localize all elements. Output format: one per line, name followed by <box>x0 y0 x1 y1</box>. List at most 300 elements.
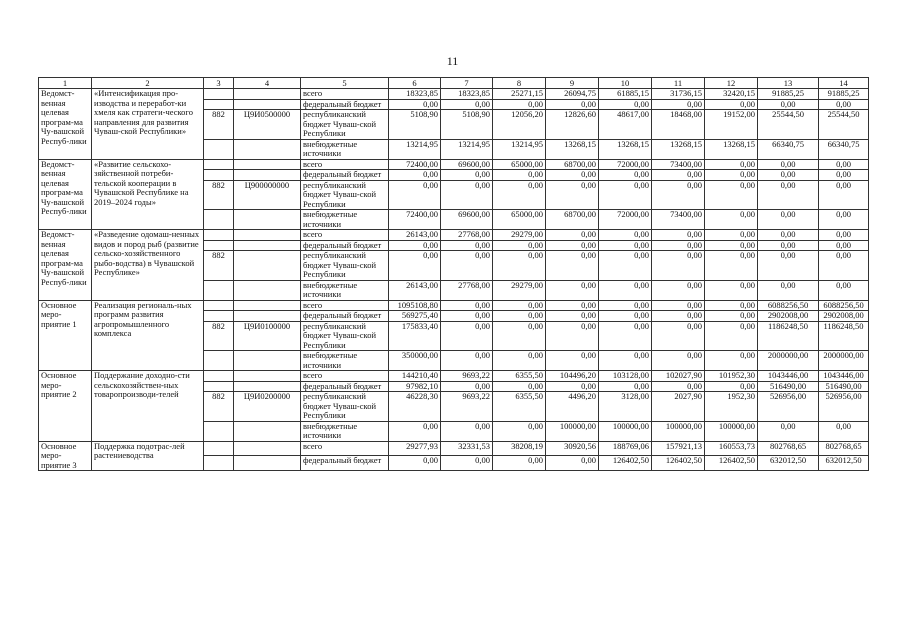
page-number: 11 <box>446 54 459 68</box>
amount-cell: 0,00 <box>441 300 493 311</box>
budget-class-code-cell <box>234 351 301 371</box>
funding-source-cell: федеральный бюджет <box>301 170 389 181</box>
amount-cell: 1952,30 <box>705 392 758 422</box>
column-number: 8 <box>493 78 546 89</box>
amount-cell: 31736,15 <box>652 89 705 100</box>
table-row <box>39 300 869 311</box>
amount-cell: 0,00 <box>441 381 493 392</box>
amount-cell: 0,00 <box>546 300 599 311</box>
amount-cell: 802768,65 <box>758 441 819 456</box>
amount-cell: 516490,00 <box>758 381 819 392</box>
amount-cell: 0,00 <box>493 180 546 210</box>
budget-table <box>38 77 869 471</box>
amount-cell: 0,00 <box>705 240 758 251</box>
amount-cell: 0,00 <box>758 251 819 281</box>
amount-cell: 0,00 <box>819 280 869 300</box>
budget-class-code-cell <box>234 170 301 181</box>
amount-cell: 25544,50 <box>758 110 819 140</box>
amount-cell: 0,00 <box>441 251 493 281</box>
amount-cell: 0,00 <box>546 311 599 322</box>
funding-source-cell: всего <box>301 441 389 456</box>
amount-cell: 0,00 <box>705 170 758 181</box>
grbs-code-cell <box>204 210 234 230</box>
amount-cell: 526956,00 <box>758 392 819 422</box>
amount-cell: 0,00 <box>599 280 652 300</box>
amount-cell: 100000,00 <box>546 421 599 441</box>
program-status-cell: Основное меро-приятие 2 <box>39 371 92 442</box>
program-status-cell: Основное меро-приятие 3 <box>39 441 92 471</box>
amount-cell: 0,00 <box>389 99 441 110</box>
amount-cell: 0,00 <box>758 180 819 210</box>
amount-cell: 0,00 <box>819 230 869 241</box>
column-number: 3 <box>204 78 234 89</box>
amount-cell: 0,00 <box>546 230 599 241</box>
amount-cell: 12056,20 <box>493 110 546 140</box>
amount-cell: 19152,00 <box>705 110 758 140</box>
amount-cell: 4496,20 <box>546 392 599 422</box>
amount-cell: 0,00 <box>493 456 546 471</box>
amount-cell: 126402,50 <box>599 456 652 471</box>
amount-cell: 0,00 <box>758 421 819 441</box>
amount-cell: 26143,00 <box>389 280 441 300</box>
funding-source-cell: внебюджетные источники <box>301 280 389 300</box>
amount-cell: 0,00 <box>705 99 758 110</box>
amount-cell: 0,00 <box>705 321 758 351</box>
funding-source-cell: всего <box>301 371 389 382</box>
amount-cell: 1043446,00 <box>819 371 869 382</box>
amount-cell: 175833,40 <box>389 321 441 351</box>
amount-cell: 0,00 <box>599 300 652 311</box>
amount-cell: 61885,15 <box>599 89 652 100</box>
amount-cell: 0,00 <box>493 240 546 251</box>
program-name-cell: «Интенсификация про-изводства и переработ-ки хмеля как стратеги-ческого направления для развития Чуваш-ской Республики» <box>92 89 204 160</box>
funding-source-cell: федеральный бюджет <box>301 311 389 322</box>
amount-cell: 6355,50 <box>493 371 546 382</box>
budget-class-code-cell <box>234 280 301 300</box>
amount-cell: 0,00 <box>546 351 599 371</box>
amount-cell: 5108,90 <box>441 110 493 140</box>
amount-cell: 73400,00 <box>652 210 705 230</box>
amount-cell: 0,00 <box>599 170 652 181</box>
amount-cell: 1043446,00 <box>758 371 819 382</box>
amount-cell: 27768,00 <box>441 280 493 300</box>
amount-cell: 144210,40 <box>389 371 441 382</box>
amount-cell: 126402,50 <box>652 456 705 471</box>
grbs-code-cell: 882 <box>204 392 234 422</box>
amount-cell: 29279,00 <box>493 280 546 300</box>
amount-cell: 0,00 <box>705 230 758 241</box>
amount-cell: 13268,15 <box>546 139 599 159</box>
amount-cell: 0,00 <box>652 240 705 251</box>
header-row <box>39 78 869 89</box>
budget-class-code-cell <box>234 311 301 322</box>
amount-cell: 0,00 <box>599 251 652 281</box>
table-row <box>39 230 869 241</box>
amount-cell: 2027,90 <box>652 392 705 422</box>
grbs-code-cell <box>204 240 234 251</box>
amount-cell: 0,00 <box>546 180 599 210</box>
amount-cell: 6088256,50 <box>758 300 819 311</box>
amount-cell: 0,00 <box>758 240 819 251</box>
grbs-code-cell <box>204 311 234 322</box>
program-status-cell: Ведомст-венная целевая програм-ма Чу-вашской Респуб-лики <box>39 159 92 230</box>
amount-cell: 0,00 <box>819 421 869 441</box>
amount-cell: 0,00 <box>493 421 546 441</box>
program-name-cell: «Разведение одомаш-ненных видов и пород рыб (развитие сельско-хозяйственного рыбо-водства) в Чувашской Республике» <box>92 230 204 301</box>
budget-class-code-cell <box>234 421 301 441</box>
amount-cell: 0,00 <box>705 300 758 311</box>
amount-cell: 0,00 <box>441 321 493 351</box>
amount-cell: 0,00 <box>599 351 652 371</box>
amount-cell: 0,00 <box>652 230 705 241</box>
funding-source-cell: внебюджетные источники <box>301 421 389 441</box>
amount-cell: 0,00 <box>705 159 758 170</box>
table-row <box>39 371 869 382</box>
grbs-code-cell <box>204 441 234 456</box>
funding-source-cell: республиканский бюджет Чуваш-ской Республики <box>301 392 389 422</box>
program-name-cell: Поддержание доходно-сти сельскохозяйствен-ных товаропроизводи-телей <box>92 371 204 442</box>
amount-cell: 18323,85 <box>441 89 493 100</box>
amount-cell: 526956,00 <box>819 392 869 422</box>
amount-cell: 1186248,50 <box>758 321 819 351</box>
amount-cell: 0,00 <box>389 180 441 210</box>
amount-cell: 18468,00 <box>652 110 705 140</box>
amount-cell: 100000,00 <box>599 421 652 441</box>
column-number: 11 <box>652 78 705 89</box>
amount-cell: 1095108,80 <box>389 300 441 311</box>
column-number: 9 <box>546 78 599 89</box>
amount-cell: 126402,50 <box>705 456 758 471</box>
budget-class-code-cell <box>234 300 301 311</box>
funding-source-cell: республиканский бюджет Чуваш-ской Республики <box>301 321 389 351</box>
amount-cell: 0,00 <box>705 351 758 371</box>
amount-cell: 516490,00 <box>819 381 869 392</box>
amount-cell: 6355,50 <box>493 392 546 422</box>
amount-cell: 0,00 <box>441 180 493 210</box>
amount-cell: 0,00 <box>546 251 599 281</box>
amount-cell: 0,00 <box>819 210 869 230</box>
budget-class-code-cell <box>234 240 301 251</box>
amount-cell: 0,00 <box>705 251 758 281</box>
amount-cell: 2902008,00 <box>819 311 869 322</box>
funding-source-cell: республиканский бюджет Чуваш-ской Республики <box>301 180 389 210</box>
column-number: 7 <box>441 78 493 89</box>
amount-cell: 0,00 <box>599 311 652 322</box>
amount-cell: 0,00 <box>389 170 441 181</box>
amount-cell: 65000,00 <box>493 210 546 230</box>
amount-cell: 802768,65 <box>819 441 869 456</box>
column-number: 2 <box>92 78 204 89</box>
amount-cell: 188769,06 <box>599 441 652 456</box>
amount-cell: 91885,25 <box>819 89 869 100</box>
budget-class-code-cell <box>234 251 301 281</box>
budget-class-code-cell <box>234 371 301 382</box>
amount-cell: 69600,00 <box>441 159 493 170</box>
budget-class-code-cell <box>234 89 301 100</box>
grbs-code-cell: 882 <box>204 110 234 140</box>
program-name-cell: «Развитие сельскохо-зяйственной потреби-тельской кооперации в Чувашской Республике на 2019–2024 годы» <box>92 159 204 230</box>
grbs-code-cell: 882 <box>204 321 234 351</box>
amount-cell: 0,00 <box>819 159 869 170</box>
funding-source-cell: внебюджетные источники <box>301 351 389 371</box>
amount-cell: 0,00 <box>493 351 546 371</box>
amount-cell: 0,00 <box>546 280 599 300</box>
amount-cell: 69600,00 <box>441 210 493 230</box>
amount-cell: 25544,50 <box>819 110 869 140</box>
column-number: 13 <box>758 78 819 89</box>
budget-class-code-cell: Ц900000000 <box>234 180 301 210</box>
amount-cell: 0,00 <box>599 321 652 351</box>
budget-class-code-cell <box>234 456 301 471</box>
program-name-cell: Поддержка подотрас-лей растениеводства <box>92 441 204 471</box>
table-row <box>39 159 869 170</box>
column-number: 12 <box>705 78 758 89</box>
amount-cell: 101952,30 <box>705 371 758 382</box>
amount-cell: 65000,00 <box>493 159 546 170</box>
amount-cell: 0,00 <box>652 321 705 351</box>
amount-cell: 0,00 <box>546 99 599 110</box>
amount-cell: 0,00 <box>758 210 819 230</box>
grbs-code-cell <box>204 99 234 110</box>
grbs-code-cell <box>204 351 234 371</box>
amount-cell: 0,00 <box>758 280 819 300</box>
budget-class-code-cell: Ц9И0500000 <box>234 110 301 140</box>
column-number: 1 <box>39 78 92 89</box>
amount-cell: 32420,15 <box>705 89 758 100</box>
budget-class-code-cell <box>234 159 301 170</box>
amount-cell: 0,00 <box>652 99 705 110</box>
grbs-code-cell <box>204 371 234 382</box>
grbs-code-cell <box>204 89 234 100</box>
budget-class-code-cell <box>234 139 301 159</box>
amount-cell: 0,00 <box>599 240 652 251</box>
grbs-code-cell: 882 <box>204 251 234 281</box>
grbs-code-cell <box>204 159 234 170</box>
amount-cell: 0,00 <box>652 280 705 300</box>
amount-cell: 103128,00 <box>599 371 652 382</box>
grbs-code-cell <box>204 230 234 241</box>
program-status-cell: Основное меро-приятие 1 <box>39 300 92 371</box>
amount-cell: 632012,50 <box>758 456 819 471</box>
amount-cell: 48617,00 <box>599 110 652 140</box>
amount-cell: 0,00 <box>389 456 441 471</box>
funding-source-cell: республиканский бюджет Чуваш-ской Республики <box>301 110 389 140</box>
amount-cell: 9693,22 <box>441 392 493 422</box>
amount-cell: 0,00 <box>546 170 599 181</box>
budget-class-code-cell <box>234 230 301 241</box>
amount-cell: 0,00 <box>546 240 599 251</box>
amount-cell: 12826,60 <box>546 110 599 140</box>
budget-class-code-cell: Ц9И0100000 <box>234 321 301 351</box>
amount-cell: 18323,85 <box>389 89 441 100</box>
amount-cell: 0,00 <box>493 99 546 110</box>
table-row <box>39 89 869 100</box>
amount-cell: 2000000,00 <box>819 351 869 371</box>
funding-source-cell: всего <box>301 159 389 170</box>
column-number: 5 <box>301 78 389 89</box>
column-number: 4 <box>234 78 301 89</box>
amount-cell: 72400,00 <box>389 159 441 170</box>
amount-cell: 2902008,00 <box>758 311 819 322</box>
amount-cell: 0,00 <box>819 180 869 210</box>
amount-cell: 0,00 <box>599 99 652 110</box>
amount-cell: 0,00 <box>599 180 652 210</box>
amount-cell: 66340,75 <box>819 139 869 159</box>
funding-source-cell: внебюджетные источники <box>301 210 389 230</box>
amount-cell: 46228,30 <box>389 392 441 422</box>
amount-cell: 0,00 <box>652 180 705 210</box>
amount-cell: 0,00 <box>705 210 758 230</box>
amount-cell: 0,00 <box>758 230 819 241</box>
amount-cell: 0,00 <box>819 99 869 110</box>
amount-cell: 26143,00 <box>389 230 441 241</box>
amount-cell: 30920,56 <box>546 441 599 456</box>
amount-cell: 0,00 <box>652 351 705 371</box>
funding-source-cell: федеральный бюджет <box>301 456 389 471</box>
amount-cell: 0,00 <box>758 170 819 181</box>
funding-source-cell: федеральный бюджет <box>301 381 389 392</box>
amount-cell: 0,00 <box>493 311 546 322</box>
amount-cell: 0,00 <box>389 251 441 281</box>
amount-cell: 0,00 <box>819 240 869 251</box>
grbs-code-cell <box>204 421 234 441</box>
amount-cell: 0,00 <box>389 421 441 441</box>
amount-cell: 0,00 <box>705 180 758 210</box>
amount-cell: 68700,00 <box>546 210 599 230</box>
program-status-cell: Ведомст-венная целевая програм-ма Чу-вашской Респуб-лики <box>39 230 92 301</box>
amount-cell: 0,00 <box>441 351 493 371</box>
amount-cell: 3128,00 <box>599 392 652 422</box>
amount-cell: 91885,25 <box>758 89 819 100</box>
amount-cell: 13214,95 <box>389 139 441 159</box>
amount-cell: 160553,73 <box>705 441 758 456</box>
amount-cell: 13214,95 <box>441 139 493 159</box>
funding-source-cell: республиканский бюджет Чуваш-ской Республики <box>301 251 389 281</box>
table-row <box>39 441 869 456</box>
column-number: 14 <box>819 78 869 89</box>
amount-cell: 32331,53 <box>441 441 493 456</box>
amount-cell: 0,00 <box>493 300 546 311</box>
table-body <box>39 78 869 471</box>
amount-cell: 13268,15 <box>599 139 652 159</box>
amount-cell: 68700,00 <box>546 159 599 170</box>
amount-cell: 0,00 <box>546 321 599 351</box>
amount-cell: 72000,00 <box>599 210 652 230</box>
column-number: 10 <box>599 78 652 89</box>
amount-cell: 72400,00 <box>389 210 441 230</box>
funding-source-cell: федеральный бюджет <box>301 240 389 251</box>
amount-cell: 5108,90 <box>389 110 441 140</box>
amount-cell: 0,00 <box>389 240 441 251</box>
amount-cell: 0,00 <box>493 170 546 181</box>
amount-cell: 0,00 <box>441 99 493 110</box>
program-status-cell: Ведомст-венная целевая програм-ма Чу-вашской Респуб-лики <box>39 89 92 160</box>
amount-cell: 0,00 <box>441 240 493 251</box>
amount-cell: 0,00 <box>441 311 493 322</box>
amount-cell: 0,00 <box>705 381 758 392</box>
amount-cell: 1186248,50 <box>819 321 869 351</box>
amount-cell: 157921,13 <box>652 441 705 456</box>
funding-source-cell: всего <box>301 89 389 100</box>
amount-cell: 0,00 <box>493 321 546 351</box>
amount-cell: 72000,00 <box>599 159 652 170</box>
amount-cell: 0,00 <box>441 456 493 471</box>
amount-cell: 0,00 <box>493 381 546 392</box>
amount-cell: 0,00 <box>652 170 705 181</box>
amount-cell: 350000,00 <box>389 351 441 371</box>
amount-cell: 0,00 <box>546 381 599 392</box>
amount-cell: 13268,15 <box>705 139 758 159</box>
amount-cell: 66340,75 <box>758 139 819 159</box>
funding-source-cell: федеральный бюджет <box>301 99 389 110</box>
amount-cell: 6088256,50 <box>819 300 869 311</box>
amount-cell: 100000,00 <box>705 421 758 441</box>
amount-cell: 104496,20 <box>546 371 599 382</box>
amount-cell: 38208,19 <box>493 441 546 456</box>
amount-cell: 102027,90 <box>652 371 705 382</box>
amount-cell: 0,00 <box>758 99 819 110</box>
amount-cell: 632012,50 <box>819 456 869 471</box>
amount-cell: 0,00 <box>819 170 869 181</box>
amount-cell: 0,00 <box>546 456 599 471</box>
amount-cell: 25271,15 <box>493 89 546 100</box>
amount-cell: 0,00 <box>652 311 705 322</box>
amount-cell: 0,00 <box>441 170 493 181</box>
amount-cell: 29277,93 <box>389 441 441 456</box>
grbs-code-cell: 882 <box>204 180 234 210</box>
amount-cell: 97982,10 <box>389 381 441 392</box>
funding-source-cell: внебюджетные источники <box>301 139 389 159</box>
program-name-cell: Реализация региональ-ных программ развития агропромышленного комплекса <box>92 300 204 371</box>
amount-cell: 73400,00 <box>652 159 705 170</box>
amount-cell: 2000000,00 <box>758 351 819 371</box>
funding-source-cell: всего <box>301 230 389 241</box>
amount-cell: 9693,22 <box>441 371 493 382</box>
funding-source-cell: всего <box>301 300 389 311</box>
amount-cell: 0,00 <box>705 311 758 322</box>
amount-cell: 26094,75 <box>546 89 599 100</box>
amount-cell: 100000,00 <box>652 421 705 441</box>
amount-cell: 0,00 <box>599 230 652 241</box>
column-number: 6 <box>389 78 441 89</box>
amount-cell: 0,00 <box>652 381 705 392</box>
grbs-code-cell <box>204 139 234 159</box>
amount-cell: 0,00 <box>441 421 493 441</box>
amount-cell: 569275,40 <box>389 311 441 322</box>
grbs-code-cell <box>204 170 234 181</box>
amount-cell: 0,00 <box>705 280 758 300</box>
amount-cell: 0,00 <box>758 159 819 170</box>
budget-class-code-cell <box>234 99 301 110</box>
amount-cell: 0,00 <box>652 251 705 281</box>
grbs-code-cell <box>204 456 234 471</box>
amount-cell: 29279,00 <box>493 230 546 241</box>
grbs-code-cell <box>204 280 234 300</box>
grbs-code-cell <box>204 381 234 392</box>
amount-cell: 0,00 <box>599 381 652 392</box>
grbs-code-cell <box>204 300 234 311</box>
amount-cell: 13268,15 <box>652 139 705 159</box>
amount-cell: 0,00 <box>819 251 869 281</box>
budget-class-code-cell <box>234 441 301 456</box>
amount-cell: 0,00 <box>493 251 546 281</box>
budget-class-code-cell <box>234 381 301 392</box>
amount-cell: 27768,00 <box>441 230 493 241</box>
amount-cell: 0,00 <box>652 300 705 311</box>
budget-class-code-cell <box>234 210 301 230</box>
budget-class-code-cell: Ц9И0200000 <box>234 392 301 422</box>
amount-cell: 13214,95 <box>493 139 546 159</box>
